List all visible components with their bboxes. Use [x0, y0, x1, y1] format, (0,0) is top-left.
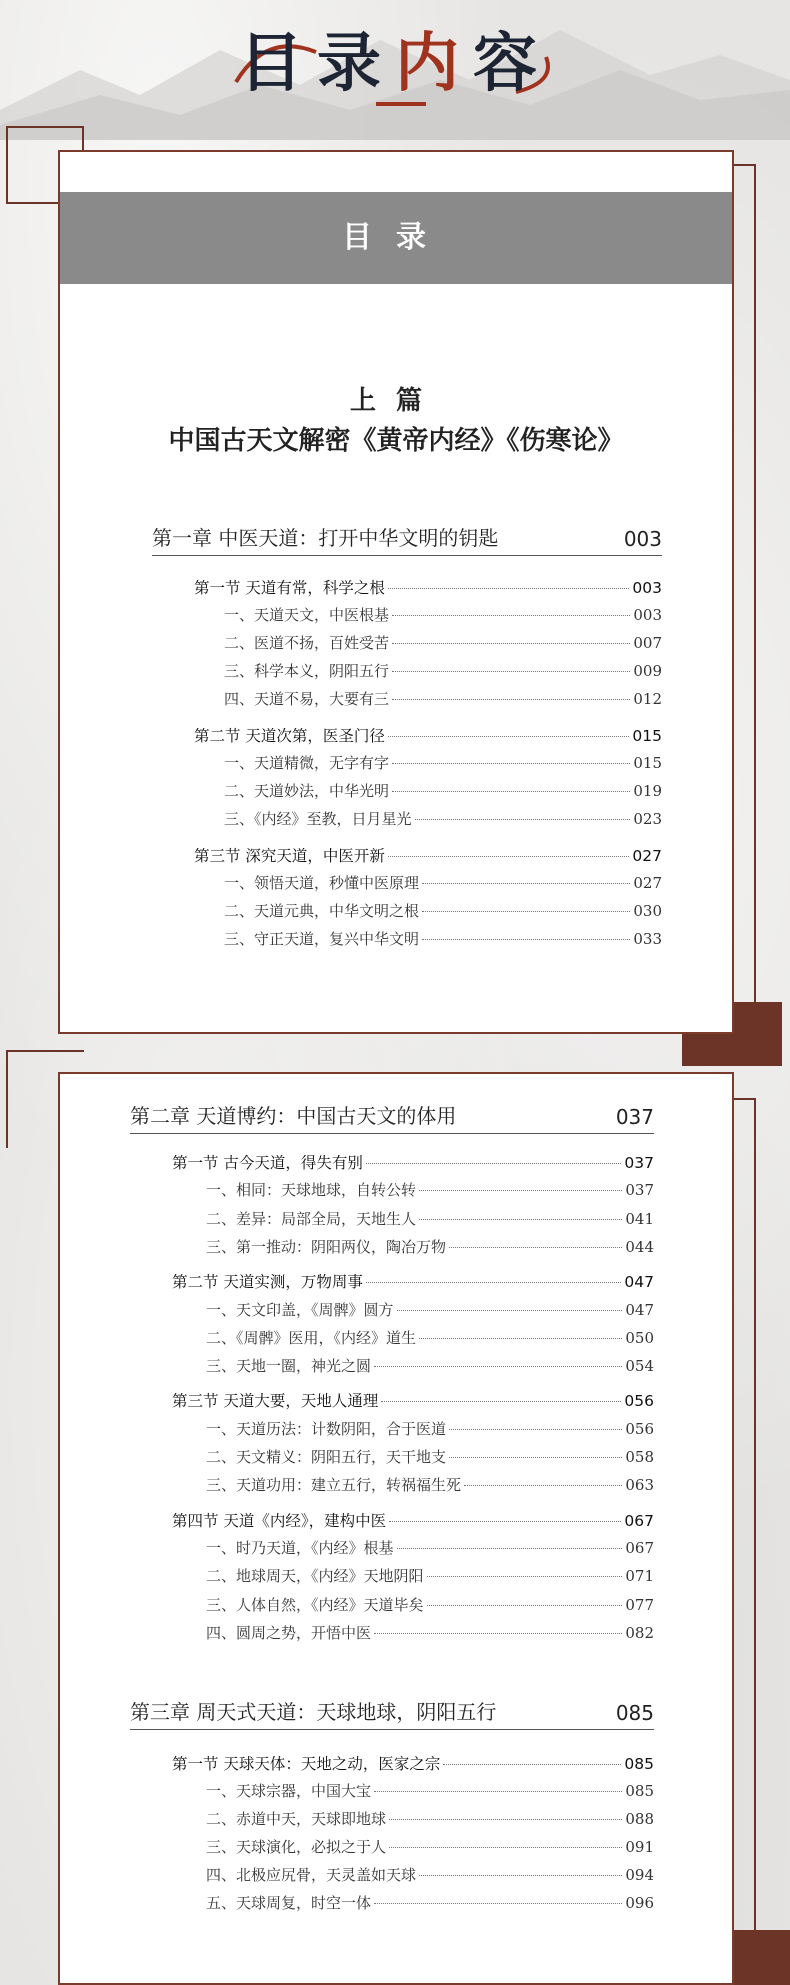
- chapter-page: 085: [615, 1701, 654, 1725]
- toc-section-entry[interactable]: [172, 1389, 654, 1411]
- toc-item-entry[interactable]: [206, 1537, 654, 1558]
- toc-section-entry[interactable]: [194, 844, 662, 866]
- toc-entry-label: 一、天球宗器，中国大宝: [206, 1782, 372, 1800]
- toc-item-entry[interactable]: [224, 928, 662, 949]
- toc-entry-page: 063: [625, 1476, 654, 1495]
- dot-leader: [381, 1401, 621, 1402]
- dot-leader: [419, 1190, 622, 1191]
- toc-entry-label: 三、第一推动：阴阳两仪，陶冶万物: [206, 1237, 447, 1256]
- toc-entry-page: 058: [625, 1448, 654, 1466]
- toc-entry-label: 三、天地一圈，神光之圆: [206, 1357, 372, 1376]
- chapter-label: 第一章 中医天道：打开中华文明的钥匙: [152, 526, 499, 550]
- toc-entry-label: 第二节 天道实测，万物周事: [172, 1273, 363, 1292]
- toc-entry-page: 037: [625, 1181, 654, 1200]
- toc-section-entry[interactable]: [172, 1752, 654, 1774]
- toc-entry-page: 054: [625, 1357, 654, 1376]
- toc-entry-label: 三、守正天道，复兴中华文明: [224, 930, 420, 948]
- header-title-accent: 内: [395, 27, 473, 101]
- toc-item-entry[interactable]: [224, 604, 662, 625]
- toc-entry-label: 第一节 古今天道，得失有别: [172, 1154, 363, 1172]
- dot-leader: [374, 1903, 622, 1904]
- toc-entry-page: 067: [624, 1511, 654, 1530]
- toc-entry-label: 第一节 天球天体：天地之动，医家之宗: [172, 1755, 441, 1773]
- header-title-part2: 容: [473, 27, 551, 101]
- dot-leader: [427, 1576, 623, 1577]
- toc-entry-label: 三、《内经》至教，日月星光: [224, 810, 412, 828]
- dot-leader: [388, 856, 629, 857]
- dot-leader: [419, 1219, 622, 1220]
- dot-leader: [366, 1282, 621, 1283]
- toc-item-entry[interactable]: [206, 1892, 654, 1913]
- toc-item-entry[interactable]: [224, 780, 662, 801]
- toc-item-entry[interactable]: [224, 808, 662, 829]
- dot-leader: [374, 1366, 622, 1367]
- toc-entry-label: 二、天文精义：阴阳五行，天干地支: [206, 1448, 447, 1466]
- toc-entry-page: 082: [625, 1623, 654, 1642]
- toc-entry-label: 一、领悟天道，秒懂中医原理: [224, 874, 420, 892]
- toc-entry-page: 041: [625, 1209, 654, 1228]
- dot-leader: [443, 1764, 621, 1765]
- toc-card-2: [58, 1072, 734, 1985]
- toc-banner: 目录: [60, 192, 732, 284]
- toc-entry-page: 015: [632, 727, 662, 745]
- dot-leader: [392, 699, 630, 700]
- toc-section-entry[interactable]: [194, 576, 662, 598]
- toc-item-entry[interactable]: [206, 1780, 654, 1801]
- toc-entry-page: 027: [633, 874, 662, 892]
- toc-entry-label: 一、天道精微，无字有字: [224, 754, 390, 772]
- dot-leader: [449, 1457, 622, 1458]
- toc-entry-page: 094: [625, 1866, 654, 1884]
- toc-entry-page: 047: [625, 1300, 654, 1319]
- toc-entry-page: 037: [624, 1154, 654, 1172]
- toc-entry-page: 027: [632, 847, 662, 865]
- dot-leader: [374, 1633, 622, 1634]
- part-title: 上篇: [349, 386, 442, 416]
- toc-entry-label: 一、天道天文，中医根基: [224, 606, 390, 624]
- toc-entry-page: 015: [633, 754, 662, 772]
- chapter-heading[interactable]: [130, 1696, 654, 1730]
- dot-leader: [427, 1605, 623, 1606]
- toc-item-entry[interactable]: [206, 1327, 654, 1348]
- chapter-page: 003: [623, 527, 662, 551]
- toc-entry-page: 085: [624, 1755, 654, 1773]
- toc-entry-page: 012: [633, 690, 662, 708]
- toc-entry-label: 第三节 深究天道，中医开新: [194, 847, 385, 865]
- dot-leader: [388, 588, 629, 589]
- dot-leader: [397, 1548, 623, 1549]
- toc-entry-page: 067: [625, 1538, 654, 1557]
- toc-entry-page: 091: [625, 1838, 654, 1856]
- toc-entry-label: 二、《周髀》医用，《内经》道生: [206, 1328, 417, 1347]
- toc-entry-page: 033: [633, 930, 662, 948]
- chapter-heading[interactable]: [130, 1100, 654, 1134]
- page-header-title: [0, 12, 790, 104]
- toc-item-entry[interactable]: [206, 1565, 654, 1586]
- header-title-part1: 目录: [239, 27, 395, 101]
- toc-entry-page: 085: [625, 1782, 654, 1800]
- toc-entry-label: 四、北极应尻骨，天灵盖如天球: [206, 1866, 417, 1884]
- toc-item-entry[interactable]: [206, 1836, 654, 1857]
- dot-leader: [388, 736, 629, 737]
- dot-leader: [374, 1791, 622, 1792]
- toc-entry-label: 第一节 天道有常，科学之根: [194, 579, 385, 597]
- toc-entry-label: 三、科学本义，阴阳五行: [224, 662, 390, 680]
- toc-item-entry[interactable]: [224, 632, 662, 653]
- toc-entry-label: 第三节 天道大要，天地人通理: [172, 1392, 379, 1411]
- chapter-page: 037: [615, 1105, 654, 1129]
- toc-entry-page: 003: [632, 579, 662, 597]
- toc-section-entry[interactable]: [194, 724, 662, 746]
- toc-item-entry[interactable]: [224, 900, 662, 921]
- toc-entry-label: 二、天道妙法，中华光明: [224, 782, 390, 800]
- toc-entry-label: 一、相同：天球地球，自转公转: [206, 1181, 417, 1200]
- toc-entry-label: 二、赤道中天，天球即地球: [206, 1810, 387, 1828]
- toc-section-entry[interactable]: [172, 1270, 654, 1292]
- toc-entry-page: 071: [625, 1567, 654, 1586]
- toc-entry-label: 第二节 天道次第，医圣门径: [194, 727, 385, 745]
- dot-leader: [419, 1338, 622, 1339]
- toc-entry-page: 007: [633, 634, 662, 652]
- toc-entry-label: 四、圆周之势，开悟中医: [206, 1623, 372, 1642]
- toc-entry-page: 023: [633, 810, 662, 828]
- chapter-label: 第三章 周天式天道：天球地球，阴阳五行: [130, 1700, 497, 1724]
- dot-leader: [392, 615, 630, 616]
- chapter-label: 第二章 天道博约：中国古天文的体用: [130, 1104, 457, 1128]
- toc-item-entry[interactable]: [206, 1418, 654, 1439]
- dot-leader: [422, 939, 630, 940]
- toc-item-entry[interactable]: [224, 752, 662, 773]
- toc-item-entry[interactable]: [206, 1594, 654, 1615]
- toc-entry-label: 五、天球周复，时空一体: [206, 1894, 372, 1912]
- toc-entry-page: 096: [625, 1894, 654, 1912]
- toc-entry-label: 二、医道不扬，百姓受苦: [224, 634, 390, 652]
- dot-leader: [392, 671, 630, 672]
- dot-leader: [389, 1847, 622, 1848]
- toc-entry-page: 047: [624, 1273, 654, 1292]
- toc-item-entry[interactable]: [224, 872, 662, 893]
- toc-entry-label: 三、天道功用：建立五行，转祸福生死: [206, 1476, 462, 1495]
- toc-entry-label: 一、天文印盖，《周髀》圆方: [206, 1300, 394, 1319]
- dot-leader: [422, 883, 630, 884]
- dot-leader: [389, 1819, 622, 1820]
- toc-entry-label: 三、天球演化，必拟之于人: [206, 1838, 387, 1856]
- dot-leader: [392, 643, 630, 644]
- toc-item-entry[interactable]: [206, 1446, 654, 1467]
- toc-item-entry[interactable]: [206, 1299, 654, 1320]
- toc-entry-label: 三、人体自然，《内经》天道毕矣: [206, 1595, 424, 1614]
- toc-entry-page: 056: [625, 1419, 654, 1438]
- dot-leader: [464, 1485, 622, 1486]
- toc-entry-page: 003: [633, 606, 662, 624]
- toc-entry-page: 088: [625, 1810, 654, 1828]
- toc-entry-label: 二、差异：局部全局，天地生人: [206, 1209, 417, 1228]
- toc-section-entry[interactable]: [172, 1151, 654, 1173]
- dot-leader: [389, 1521, 621, 1522]
- toc-section-entry[interactable]: [172, 1509, 654, 1531]
- toc-item-entry[interactable]: [206, 1622, 654, 1643]
- toc-entry-label: 二、天道元典，中华文明之根: [224, 902, 420, 920]
- toc-entry-page: 056: [624, 1392, 654, 1411]
- dot-leader: [449, 1429, 622, 1430]
- dot-leader: [422, 911, 630, 912]
- dot-leader: [392, 763, 630, 764]
- part-subtitle: 中国古天文解密《黄帝内经》《伤寒论》: [168, 426, 624, 456]
- dot-leader: [419, 1875, 622, 1876]
- dot-leader: [449, 1247, 622, 1248]
- toc-entry-page: 050: [625, 1328, 654, 1347]
- toc-item-entry[interactable]: [206, 1355, 654, 1376]
- toc-item-entry[interactable]: [206, 1864, 654, 1885]
- toc-entry-label: 二、地球周天，《内经》天地阴阳: [206, 1567, 424, 1586]
- toc-entry-label: 一、时乃天道，《内经》根基: [206, 1538, 394, 1557]
- chapter-heading[interactable]: [152, 522, 662, 556]
- toc-item-entry[interactable]: [206, 1208, 654, 1229]
- toc-item-entry[interactable]: [224, 688, 662, 709]
- toc-entry-page: 077: [625, 1595, 654, 1614]
- toc-entry-label: 第四节 天道《内经》，建构中医: [172, 1511, 387, 1530]
- toc-entry-page: 019: [633, 782, 662, 800]
- toc-item-entry[interactable]: [224, 660, 662, 681]
- dot-leader: [415, 819, 631, 820]
- toc-entry-page: 030: [633, 902, 662, 920]
- toc-entry-label: 四、天道不易，大要有三: [224, 690, 390, 708]
- toc-entry-page: 044: [625, 1237, 654, 1256]
- toc-item-entry[interactable]: [206, 1236, 654, 1257]
- toc-entry-label: 一、天道历法：计数阴阳，合于医道: [206, 1419, 447, 1438]
- dot-leader: [397, 1310, 623, 1311]
- toc-item-entry[interactable]: [206, 1808, 654, 1829]
- toc-item-entry[interactable]: [206, 1179, 654, 1200]
- toc-item-entry[interactable]: [206, 1474, 654, 1495]
- toc-entry-page: 009: [633, 662, 662, 680]
- dot-leader: [366, 1163, 621, 1164]
- toc-card-1: [58, 150, 734, 1034]
- dot-leader: [392, 791, 630, 792]
